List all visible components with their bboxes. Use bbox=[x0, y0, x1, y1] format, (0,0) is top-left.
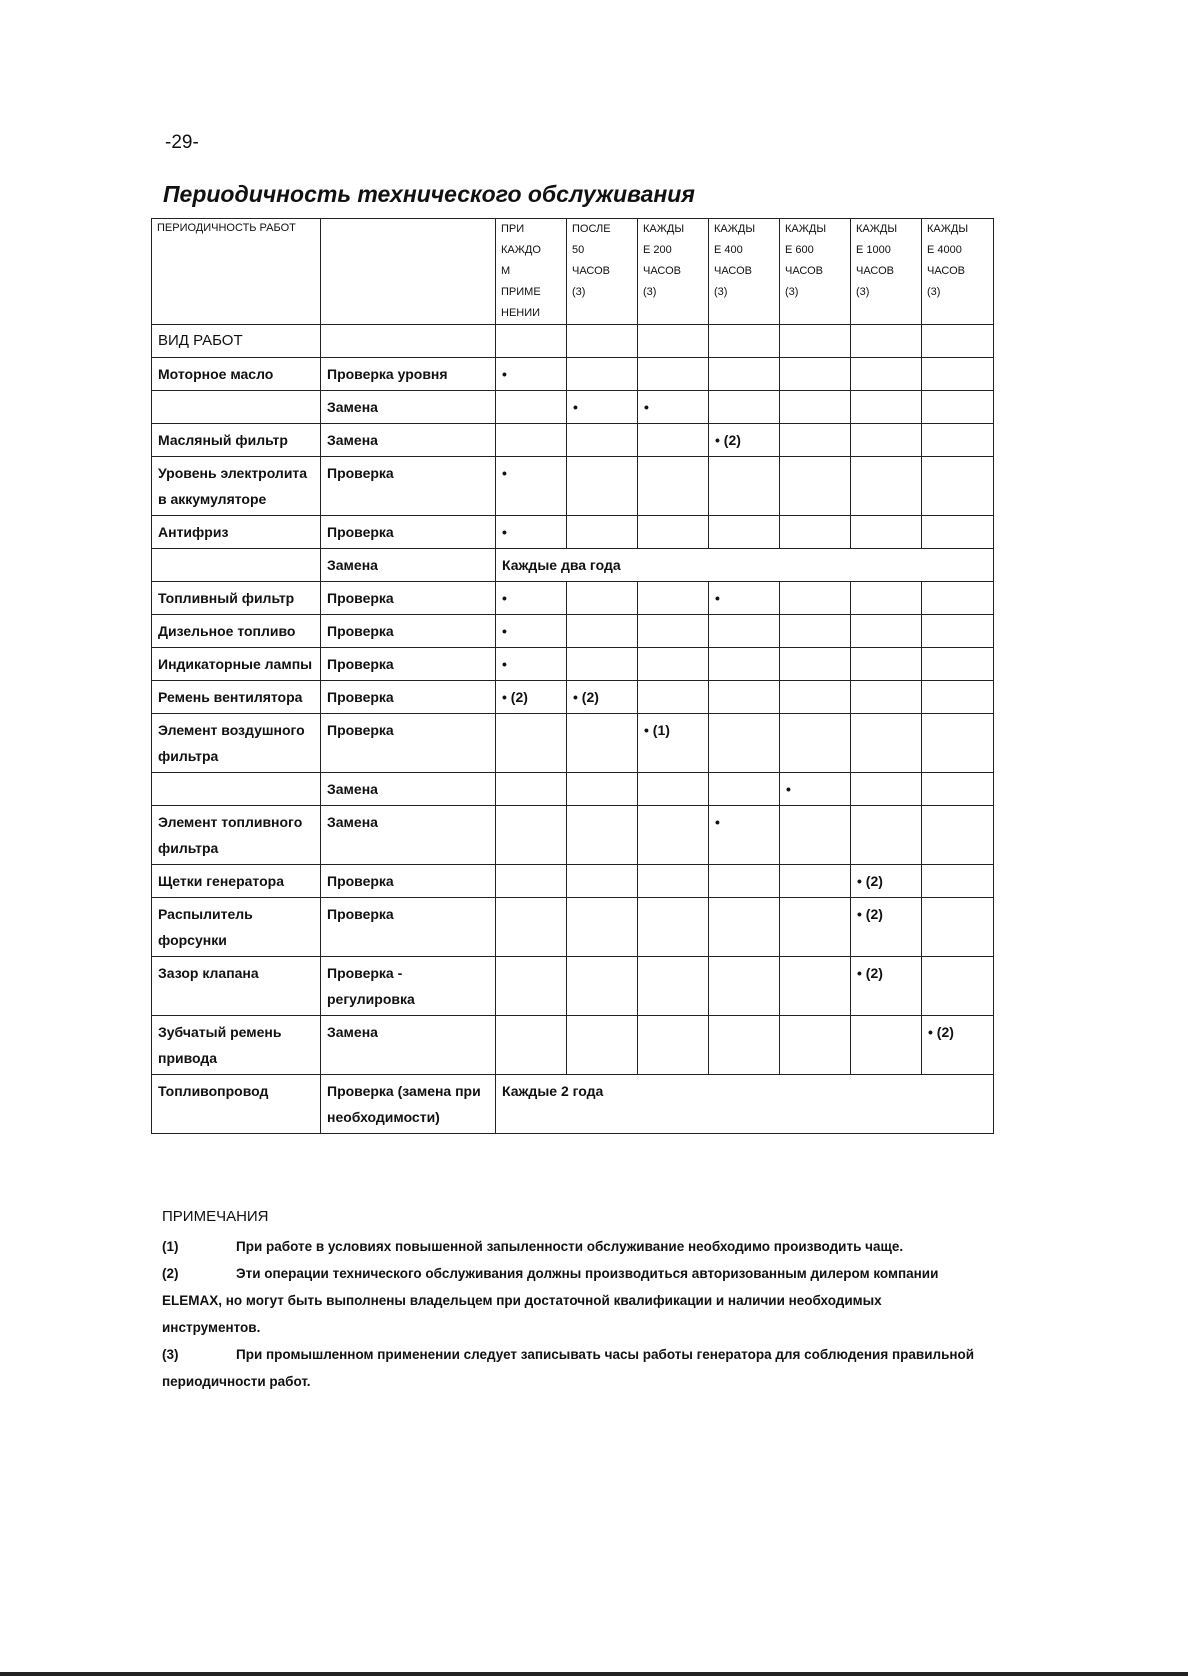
interval-mark-cell bbox=[780, 681, 851, 714]
interval-mark-cell bbox=[922, 648, 994, 681]
interval-mark-cell bbox=[567, 773, 638, 806]
interval-mark-cell: • bbox=[496, 648, 567, 681]
header-interval-0 bbox=[496, 219, 567, 325]
item-cell bbox=[152, 773, 321, 806]
interval-mark-cell bbox=[638, 516, 709, 549]
item-cell: Щетки генератора bbox=[152, 865, 321, 898]
header-line: КАЖДЫ bbox=[714, 223, 756, 235]
header-line: Е 1000 bbox=[856, 244, 891, 256]
note-item bbox=[162, 1233, 982, 1260]
header-line: (3) bbox=[785, 286, 799, 298]
header-line: КАЖДЫ bbox=[927, 223, 969, 235]
interval-mark-cell: • bbox=[496, 516, 567, 549]
interval-mark-cell bbox=[780, 648, 851, 681]
header-line: ПРИ bbox=[501, 223, 525, 235]
interval-mark-cell: • (2) bbox=[922, 1016, 994, 1075]
item-cell: Моторное масло bbox=[152, 358, 321, 391]
interval-mark-cell bbox=[567, 648, 638, 681]
header-line: (3) bbox=[572, 286, 586, 298]
action-cell: Проверка bbox=[321, 898, 496, 957]
interval-mark-cell bbox=[780, 865, 851, 898]
action-cell: Замена bbox=[321, 1016, 496, 1075]
interval-mark-cell bbox=[709, 358, 780, 391]
page-number: -29- bbox=[165, 132, 199, 153]
interval-mark-cell bbox=[851, 358, 922, 391]
interval-mark-cell bbox=[922, 773, 994, 806]
header-interval-6 bbox=[922, 219, 994, 325]
interval-mark-cell bbox=[780, 391, 851, 424]
notes-section bbox=[162, 1208, 982, 1395]
interval-mark-cell bbox=[709, 1016, 780, 1075]
action-cell: Проверка (замена при необходимости) bbox=[321, 1075, 496, 1134]
interval-mark-cell bbox=[496, 714, 567, 773]
interval-mark-cell bbox=[496, 1016, 567, 1075]
section-blank-cell bbox=[780, 325, 851, 358]
header-line: ЧАСОВ bbox=[714, 265, 753, 277]
interval-mark-cell bbox=[922, 358, 994, 391]
table-row bbox=[152, 648, 994, 681]
interval-mark-cell bbox=[851, 806, 922, 865]
interval-mark-cell: • bbox=[567, 391, 638, 424]
header-line: ЧАСОВ bbox=[572, 265, 611, 277]
table-row bbox=[152, 358, 994, 391]
header-interval-5 bbox=[851, 219, 922, 325]
header-line: КАЖДЫ bbox=[643, 223, 685, 235]
table-row bbox=[152, 549, 994, 582]
item-cell: Уровень электролита в аккумуляторе bbox=[152, 457, 321, 516]
interval-mark-cell bbox=[709, 898, 780, 957]
header-interval-1 bbox=[567, 219, 638, 325]
item-cell bbox=[152, 391, 321, 424]
interval-mark-cell bbox=[780, 516, 851, 549]
table-row bbox=[152, 615, 994, 648]
interval-mark-cell: • (2) bbox=[851, 898, 922, 957]
interval-mark-cell bbox=[780, 582, 851, 615]
interval-mark-cell bbox=[780, 615, 851, 648]
note-text: Эти операции технического обслуживания должны производиться авторизованным дилером компании ELEMAX, но могут быть выполнены владельцем при достаточной квалификации и наличии необходимых инструментов. bbox=[162, 1266, 939, 1335]
section-blank-cell bbox=[321, 325, 496, 358]
interval-mark-cell bbox=[638, 681, 709, 714]
table-row bbox=[152, 681, 994, 714]
interval-mark-cell bbox=[851, 681, 922, 714]
interval-mark-cell bbox=[780, 806, 851, 865]
note-number: (3) bbox=[162, 1347, 179, 1362]
action-cell: Проверка bbox=[321, 865, 496, 898]
interval-mark-cell bbox=[567, 615, 638, 648]
interval-mark-cell bbox=[780, 898, 851, 957]
item-cell: Дизельное топливо bbox=[152, 615, 321, 648]
item-cell: Распылитель форсунки bbox=[152, 898, 321, 957]
note-number: (1) bbox=[162, 1239, 179, 1254]
interval-mark-cell bbox=[922, 865, 994, 898]
action-cell: Замена bbox=[321, 773, 496, 806]
interval-mark-cell: • bbox=[709, 806, 780, 865]
interval-mark-cell bbox=[638, 957, 709, 1016]
interval-mark-cell bbox=[638, 648, 709, 681]
header-line: 50 bbox=[572, 244, 585, 256]
interval-mark-cell bbox=[567, 865, 638, 898]
interval-span-cell: Каждые 2 года bbox=[496, 1075, 994, 1134]
interval-mark-cell bbox=[638, 773, 709, 806]
header-line: КАЖДЫ bbox=[785, 223, 827, 235]
interval-mark-cell bbox=[922, 806, 994, 865]
interval-mark-cell bbox=[851, 391, 922, 424]
interval-mark-cell bbox=[567, 358, 638, 391]
interval-mark-cell bbox=[567, 957, 638, 1016]
section-label: ВИД РАБОТ bbox=[152, 325, 321, 358]
interval-span-cell: Каждые два года bbox=[496, 549, 994, 582]
interval-mark-cell bbox=[780, 714, 851, 773]
interval-mark-cell bbox=[709, 957, 780, 1016]
interval-mark-cell bbox=[709, 865, 780, 898]
interval-mark-cell: • (1) bbox=[638, 714, 709, 773]
interval-mark-cell bbox=[496, 898, 567, 957]
interval-mark-cell bbox=[496, 957, 567, 1016]
action-cell: Замена bbox=[321, 806, 496, 865]
header-line: ЧАСОВ bbox=[643, 265, 682, 277]
table-row bbox=[152, 898, 994, 957]
item-cell: Элемент воздушного фильтра bbox=[152, 714, 321, 773]
interval-mark-cell bbox=[851, 457, 922, 516]
header-line: КАЖДО bbox=[501, 244, 541, 256]
header-line: Е 200 bbox=[643, 244, 672, 256]
header-line: М bbox=[501, 265, 511, 277]
interval-mark-cell bbox=[638, 457, 709, 516]
note-text: При работе в условиях повышенной запыленности обслуживание необходимо производить чаще. bbox=[236, 1239, 904, 1254]
interval-mark-cell bbox=[922, 516, 994, 549]
action-cell: Замена bbox=[321, 424, 496, 457]
interval-mark-cell: • (2) bbox=[709, 424, 780, 457]
interval-mark-cell bbox=[851, 424, 922, 457]
action-cell: Проверка bbox=[321, 648, 496, 681]
table-row bbox=[152, 714, 994, 773]
interval-mark-cell bbox=[638, 424, 709, 457]
note-number: (2) bbox=[162, 1266, 179, 1281]
interval-mark-cell bbox=[567, 1016, 638, 1075]
interval-mark-cell bbox=[780, 424, 851, 457]
interval-mark-cell bbox=[851, 615, 922, 648]
page-bottom-rule bbox=[0, 1672, 1188, 1676]
interval-mark-cell: • (2) bbox=[851, 865, 922, 898]
notes-list bbox=[162, 1233, 982, 1395]
action-cell: Проверка bbox=[321, 582, 496, 615]
interval-mark-cell bbox=[851, 516, 922, 549]
interval-mark-cell bbox=[709, 516, 780, 549]
action-cell: Проверка bbox=[321, 457, 496, 516]
note-item bbox=[162, 1260, 982, 1341]
interval-mark-cell bbox=[709, 391, 780, 424]
interval-mark-cell bbox=[851, 582, 922, 615]
action-cell: Проверка уровня bbox=[321, 358, 496, 391]
interval-mark-cell bbox=[851, 1016, 922, 1075]
item-cell: Элемент топливного фильтра bbox=[152, 806, 321, 865]
interval-mark-cell: • (2) bbox=[851, 957, 922, 1016]
section-blank-cell bbox=[496, 325, 567, 358]
interval-mark-cell bbox=[638, 358, 709, 391]
interval-mark-cell bbox=[851, 773, 922, 806]
interval-mark-cell bbox=[567, 714, 638, 773]
interval-mark-cell bbox=[922, 681, 994, 714]
interval-mark-cell: • bbox=[496, 582, 567, 615]
header-line: ЧАСОВ bbox=[856, 265, 895, 277]
table-row bbox=[152, 806, 994, 865]
interval-mark-cell: • bbox=[496, 358, 567, 391]
note-text: При промышленном применении следует записывать часы работы генератора для соблюдения правильной периодичности работ. bbox=[162, 1347, 975, 1389]
table-row bbox=[152, 1075, 994, 1134]
interval-mark-cell bbox=[922, 391, 994, 424]
notes-heading: ПРИМЕЧАНИЯ bbox=[162, 1208, 269, 1225]
header-line: ПРИМЕ bbox=[501, 286, 541, 298]
interval-mark-cell bbox=[851, 648, 922, 681]
interval-mark-cell bbox=[922, 957, 994, 1016]
header-line: НЕНИИ bbox=[501, 307, 541, 319]
interval-mark-cell: • bbox=[496, 615, 567, 648]
action-cell: Замена bbox=[321, 391, 496, 424]
action-cell: Проверка bbox=[321, 714, 496, 773]
interval-mark-cell bbox=[496, 391, 567, 424]
interval-mark-cell bbox=[496, 806, 567, 865]
note-item bbox=[162, 1341, 982, 1395]
table-row bbox=[152, 582, 994, 615]
header-row bbox=[152, 219, 994, 325]
header-line: ЧАСОВ bbox=[927, 265, 966, 277]
page-title: Периодичность технического обслуживания bbox=[163, 181, 695, 207]
item-cell: Индикаторные лампы bbox=[152, 648, 321, 681]
interval-mark-cell bbox=[496, 424, 567, 457]
header-line: (3) bbox=[643, 286, 657, 298]
table-row bbox=[152, 391, 994, 424]
table-row bbox=[152, 773, 994, 806]
interval-mark-cell bbox=[709, 615, 780, 648]
interval-mark-cell bbox=[709, 714, 780, 773]
interval-mark-cell bbox=[922, 615, 994, 648]
table-row bbox=[152, 424, 994, 457]
interval-mark-cell bbox=[922, 582, 994, 615]
interval-mark-cell bbox=[638, 898, 709, 957]
header-periodicity: ПЕРИОДИЧНОСТЬ РАБОТ bbox=[152, 219, 321, 325]
section-blank-cell bbox=[638, 325, 709, 358]
item-cell: Зазор клапана bbox=[152, 957, 321, 1016]
interval-mark-cell bbox=[638, 582, 709, 615]
interval-mark-cell bbox=[496, 865, 567, 898]
section-blank-cell bbox=[567, 325, 638, 358]
interval-mark-cell bbox=[638, 806, 709, 865]
header-line: КАЖДЫ bbox=[856, 223, 898, 235]
header-line: Е 600 bbox=[785, 244, 814, 256]
header-line: ЧАСОВ bbox=[785, 265, 824, 277]
section-blank-cell bbox=[851, 325, 922, 358]
interval-mark-cell bbox=[922, 424, 994, 457]
interval-mark-cell bbox=[567, 516, 638, 549]
interval-mark-cell bbox=[922, 714, 994, 773]
table-row bbox=[152, 457, 994, 516]
item-cell: Масляный фильтр bbox=[152, 424, 321, 457]
interval-mark-cell bbox=[709, 773, 780, 806]
interval-mark-cell bbox=[709, 648, 780, 681]
interval-mark-cell: • (2) bbox=[567, 681, 638, 714]
header-line: Е 400 bbox=[714, 244, 743, 256]
interval-mark-cell bbox=[780, 957, 851, 1016]
interval-mark-cell bbox=[922, 898, 994, 957]
interval-mark-cell bbox=[567, 457, 638, 516]
section-blank-cell bbox=[709, 325, 780, 358]
header-line: (3) bbox=[927, 286, 941, 298]
interval-mark-cell: • bbox=[780, 773, 851, 806]
table-row bbox=[152, 1016, 994, 1075]
table-row bbox=[152, 957, 994, 1016]
table-row bbox=[152, 516, 994, 549]
header-line: ПОСЛЕ bbox=[572, 223, 611, 235]
item-cell: Ремень вентилятора bbox=[152, 681, 321, 714]
section-blank-cell bbox=[922, 325, 994, 358]
interval-mark-cell: • bbox=[638, 391, 709, 424]
action-cell: Проверка - регулировка bbox=[321, 957, 496, 1016]
header-line: (3) bbox=[714, 286, 728, 298]
interval-mark-cell bbox=[922, 457, 994, 516]
header-interval-4 bbox=[780, 219, 851, 325]
interval-mark-cell bbox=[638, 865, 709, 898]
interval-mark-cell bbox=[780, 1016, 851, 1075]
header-interval-2 bbox=[638, 219, 709, 325]
action-cell: Проверка bbox=[321, 681, 496, 714]
interval-mark-cell bbox=[567, 582, 638, 615]
action-cell: Замена bbox=[321, 549, 496, 582]
maintenance-schedule-table bbox=[151, 218, 994, 1134]
header-line: (3) bbox=[856, 286, 870, 298]
item-cell: Антифриз bbox=[152, 516, 321, 549]
interval-mark-cell: • (2) bbox=[496, 681, 567, 714]
interval-mark-cell: • bbox=[496, 457, 567, 516]
section-row bbox=[152, 325, 994, 358]
interval-mark-cell bbox=[567, 806, 638, 865]
item-cell: Топливопровод bbox=[152, 1075, 321, 1134]
action-cell: Проверка bbox=[321, 516, 496, 549]
interval-mark-cell bbox=[638, 615, 709, 648]
interval-mark-cell bbox=[780, 457, 851, 516]
item-cell bbox=[152, 549, 321, 582]
interval-mark-cell bbox=[496, 773, 567, 806]
interval-mark-cell bbox=[567, 424, 638, 457]
item-cell: Топливный фильтр bbox=[152, 582, 321, 615]
interval-mark-cell bbox=[567, 898, 638, 957]
header-line: Е 4000 bbox=[927, 244, 962, 256]
table-row bbox=[152, 865, 994, 898]
interval-mark-cell bbox=[709, 457, 780, 516]
interval-mark-cell bbox=[780, 358, 851, 391]
item-cell: Зубчатый ремень привода bbox=[152, 1016, 321, 1075]
interval-mark-cell bbox=[709, 681, 780, 714]
interval-mark-cell bbox=[638, 1016, 709, 1075]
interval-mark-cell: • bbox=[709, 582, 780, 615]
header-interval-3 bbox=[709, 219, 780, 325]
header-blank bbox=[321, 219, 496, 325]
action-cell: Проверка bbox=[321, 615, 496, 648]
interval-mark-cell bbox=[851, 714, 922, 773]
